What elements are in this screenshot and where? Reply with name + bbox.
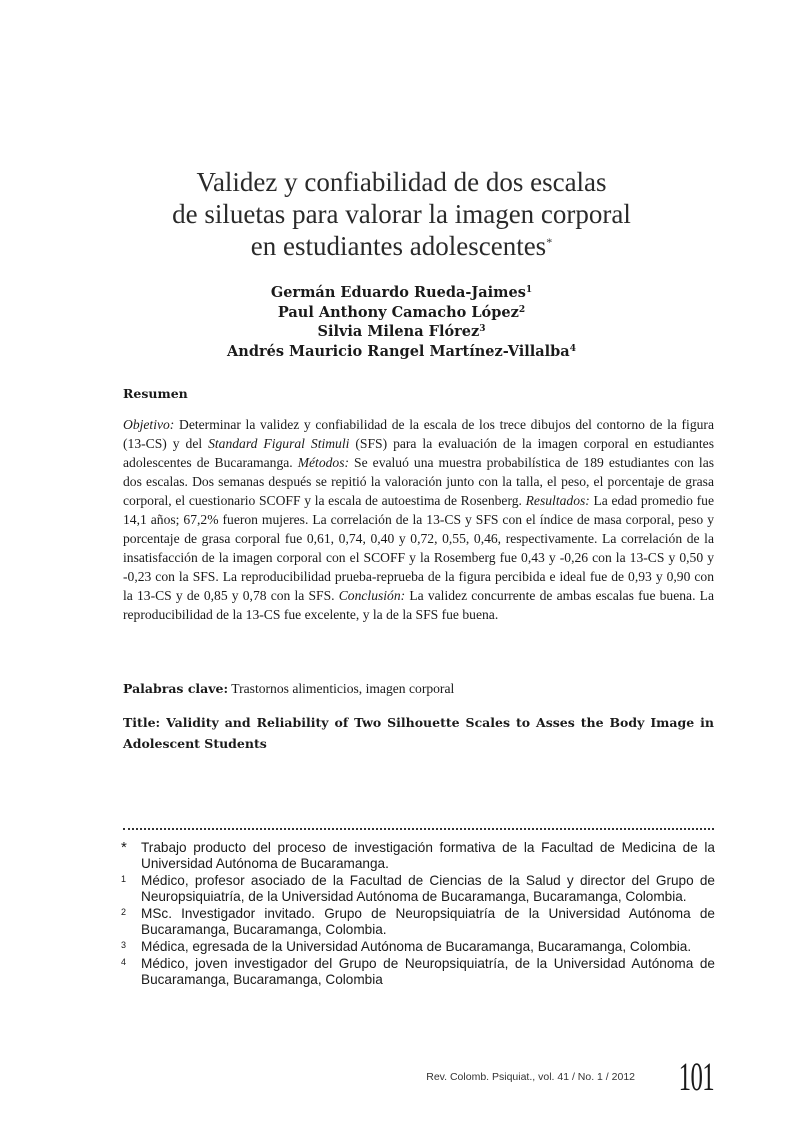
conclusion-label: Conclusión: <box>338 588 406 603</box>
title-line-3 <box>0 230 803 262</box>
conclusion-text: La validez concurrente de ambas escalas fue buena. La reproducibilidad de la 13-CS fue excelente, y la de la SFS fue buena. <box>123 588 714 622</box>
journal-citation: Rev. Colomb. Psiquiat., vol. 41 / No. 1 / 2012 <box>426 1071 635 1083</box>
author-affiliation-mark: 3 <box>479 324 486 334</box>
footnote <box>121 840 715 872</box>
footnote-text: Médico, profesor asociado de la Facultad de Ciencias de la Salud y director del Grupo de Neuropsiquiatría, de la Universidad Autónoma de Bucaramanga, Bucaramanga, Colombia. <box>141 873 715 904</box>
author-affiliation-mark: 2 <box>518 304 526 315</box>
footnote-mark: 2 <box>121 907 127 917</box>
author-2 <box>0 303 803 323</box>
objetivo-text-a: Determinar la validez y confiabilidad de la escala de los trece dibujos del contorno de la figura (13-CS) y del <box>123 417 714 451</box>
footnote-mark: * <box>121 839 127 856</box>
author-name: Paul Anthony Camacho López <box>277 303 519 321</box>
author-affiliation-mark: 1 <box>525 285 533 295</box>
objetivo-text-b: (SFS) para la evaluación de la imagen corporal en estudiantes adolescentes de Bucaramanga. <box>123 436 715 470</box>
keywords <box>123 679 714 698</box>
footnote <box>121 956 715 988</box>
footnote-text: Médico, joven investigador del Grupo de Neuropsiquiatría, de la Universidad Autónoma de Bucaramanga, Bucaramanga, Colombia <box>141 956 715 987</box>
english-title: Title: Validity and Reliability of Two Silhouette Scales to Asses the Body Image in Adolescent Students <box>123 715 714 751</box>
author-4 <box>0 342 803 362</box>
footnote-mark: 3 <box>121 940 127 950</box>
title-line-3-text: en estudiantes adolescentes <box>250 231 547 261</box>
footnote <box>121 873 715 905</box>
footnote-divider <box>123 828 714 830</box>
title-line-1: Validez y confiabilidad de dos escalas <box>196 167 607 197</box>
title-line-2: de siluetas para valorar la imagen corporal <box>172 199 631 229</box>
abstract-heading: Resumen <box>123 386 188 401</box>
title-footnote-mark: * <box>546 235 553 249</box>
author-3 <box>0 322 803 342</box>
footnote <box>121 939 715 955</box>
author-list <box>0 283 803 361</box>
footnote-text: Trabajo producto del proceso de investigación formativa de la Facultad de Medicina de la Universidad Autónoma de Bucaramanga. <box>141 840 715 871</box>
keywords-label: Palabras clave: <box>123 681 229 696</box>
article-title <box>0 166 803 262</box>
footnotes <box>121 840 715 989</box>
abstract-body <box>123 415 714 624</box>
author-1 <box>0 283 803 303</box>
author-name: Germán Eduardo Rueda-Jaimes <box>270 284 526 301</box>
resultados-text: La edad promedio fue 14,1 años; 67,2% fueron mujeres. La correlación de la 13-CS y SFS con el índice de masa corporal, peso y porcentaje de grasa corporal fue 0,61, 0,74, 0,40 y 0,72, 0,55, 0,46, respectivamente. La correlación de la insatisfacción de la imagen corporal con el SCOFF y la Rosemberg fue 0,43 y -0,26 con la 13-CS y 0,50 y -0,23 con la SFS. La reproducibilidad prueba-reprueba de la figura percibida e ideal fue de 0,93 y 0,90 con la 13-CS y de 0,85 y 0,78 con la SFS. <box>123 493 714 603</box>
author-name: Silvia Milena Flórez <box>317 323 480 340</box>
metodos-label: Métodos: <box>297 455 350 470</box>
sfs-label: Standard Figural Stimuli <box>208 436 350 451</box>
page-number: 101 <box>678 1054 714 1099</box>
keywords-text: Trastornos alimenticios, imagen corporal <box>228 681 455 696</box>
footnote <box>121 906 715 938</box>
author-affiliation-mark: 4 <box>569 343 576 354</box>
objetivo-label: Objetivo: <box>123 417 175 432</box>
footnote-text: Médica, egresada de la Universidad Autónoma de Bucaramanga, Bucaramanga, Colombia. <box>141 939 692 954</box>
author-name: Andrés Mauricio Rangel Martínez-Villalba <box>227 342 570 360</box>
resultados-label: Resultados: <box>525 493 590 508</box>
metodos-text: Se evaluó una muestra probabilística de 189 estudiantes con las dos escalas. Dos semanas después se repitió la valoración junto con la talla, el peso, el porcentaje de grasa corporal, el cuestionario SCOFF y la escala de autoestima de Rosenberg. <box>123 455 715 508</box>
footnote-text: MSc. Investigador invitado. Grupo de Neuropsiquiatría de la Universidad Autónoma de Bucaramanga, Bucaramanga, Colombia. <box>141 906 715 937</box>
footnote-mark: 4 <box>121 957 127 967</box>
footnote-mark: 1 <box>121 874 127 884</box>
